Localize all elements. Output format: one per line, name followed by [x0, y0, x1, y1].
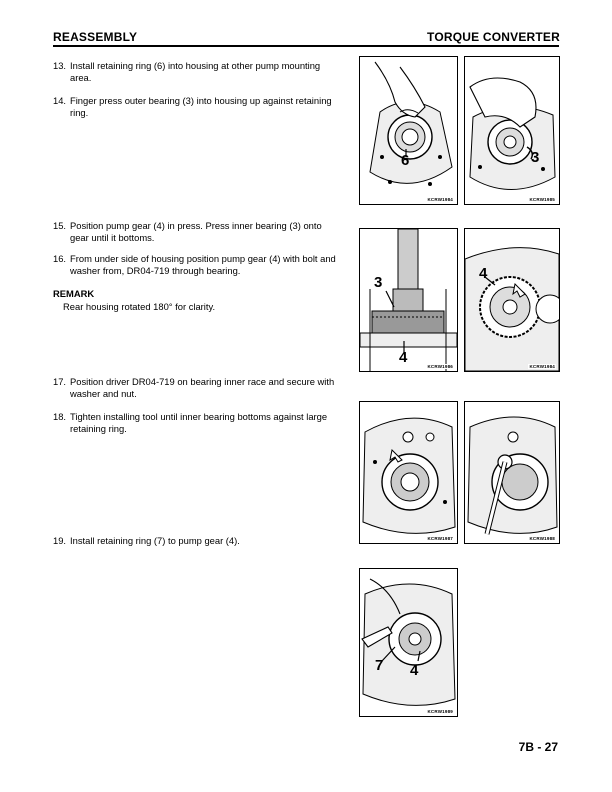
figure-outer-bearing-install — [464, 56, 560, 205]
figure-tighten-tool — [464, 401, 560, 544]
step-number: 16. — [53, 253, 67, 264]
chapter-title: TORQUE CONVERTER — [427, 30, 560, 44]
housing-illustration — [465, 402, 559, 543]
figure-position-driver — [359, 401, 458, 544]
housing-illustration — [465, 57, 559, 204]
step-number: 17. — [53, 376, 67, 387]
figure-retaining-ring-install — [359, 56, 458, 205]
step-number: 15. — [53, 220, 67, 231]
step-text: Position driver DR04-719 on bearing inner race and secure with washer and nut. — [70, 376, 335, 399]
figure-code: KCRW1984 — [427, 197, 453, 202]
figure-code: KCRW1987 — [427, 536, 453, 541]
housing-illustration — [360, 57, 457, 204]
remark-text: Rear housing rotated 180° for clarity. — [63, 301, 216, 312]
figure-code: KCRW1989 — [427, 709, 453, 714]
callout-6: 6 — [401, 152, 410, 169]
callout-4: 4 — [479, 265, 488, 282]
step-text: From under side of housing position pump gear (4) with bolt and washer from, DR04-719 through bearing. — [70, 253, 336, 276]
remark-heading: REMARK — [53, 288, 95, 299]
callout-7: 7 — [375, 657, 384, 674]
step-number: 18. — [53, 411, 67, 422]
figure-code: KCRW1988 — [529, 536, 555, 541]
callout-3: 3 — [374, 274, 383, 291]
housing-illustration — [360, 569, 457, 716]
page-number: 7B - 27 — [518, 740, 558, 754]
step-number: 19. — [53, 535, 67, 546]
step-text: Position pump gear (4) in press. Press inner bearing (3) onto gear until it bottoms. — [70, 220, 322, 243]
step-16 — [53, 253, 343, 277]
step-number: 13. — [53, 60, 67, 71]
step-17 — [53, 376, 343, 400]
callout-3: 3 — [531, 149, 540, 166]
figure-code: KCRW1986 — [427, 364, 453, 369]
figure-pump-gear-position — [464, 228, 560, 372]
step-15 — [53, 220, 343, 244]
step-text: Finger press outer bearing (3) into housing up against retaining ring. — [70, 95, 332, 118]
step-text: Install retaining ring (6) into housing at other pump mounting area. — [70, 60, 321, 83]
step-14 — [53, 95, 343, 119]
figure-code: KCRW1985 — [529, 197, 555, 202]
callout-4: 4 — [399, 349, 408, 366]
figure-install-retaining-ring-7 — [359, 568, 458, 717]
step-text: Install retaining ring (7) to pump gear (4). — [70, 535, 240, 546]
figure-press-inner-bearing — [359, 228, 458, 372]
step-number: 14. — [53, 95, 67, 106]
callout-4: 4 — [410, 662, 419, 679]
housing-illustration — [360, 402, 457, 543]
section-title: REASSEMBLY — [53, 30, 138, 44]
step-13 — [53, 60, 343, 84]
step-18 — [53, 411, 343, 435]
press-illustration — [360, 229, 457, 371]
step-19 — [53, 535, 343, 547]
figure-code: KCRW1984 — [529, 364, 555, 369]
step-text: Tighten installing tool until inner bearing bottoms against large retaining ring. — [70, 411, 328, 434]
housing-illustration — [465, 229, 559, 371]
header-rule — [53, 45, 559, 47]
